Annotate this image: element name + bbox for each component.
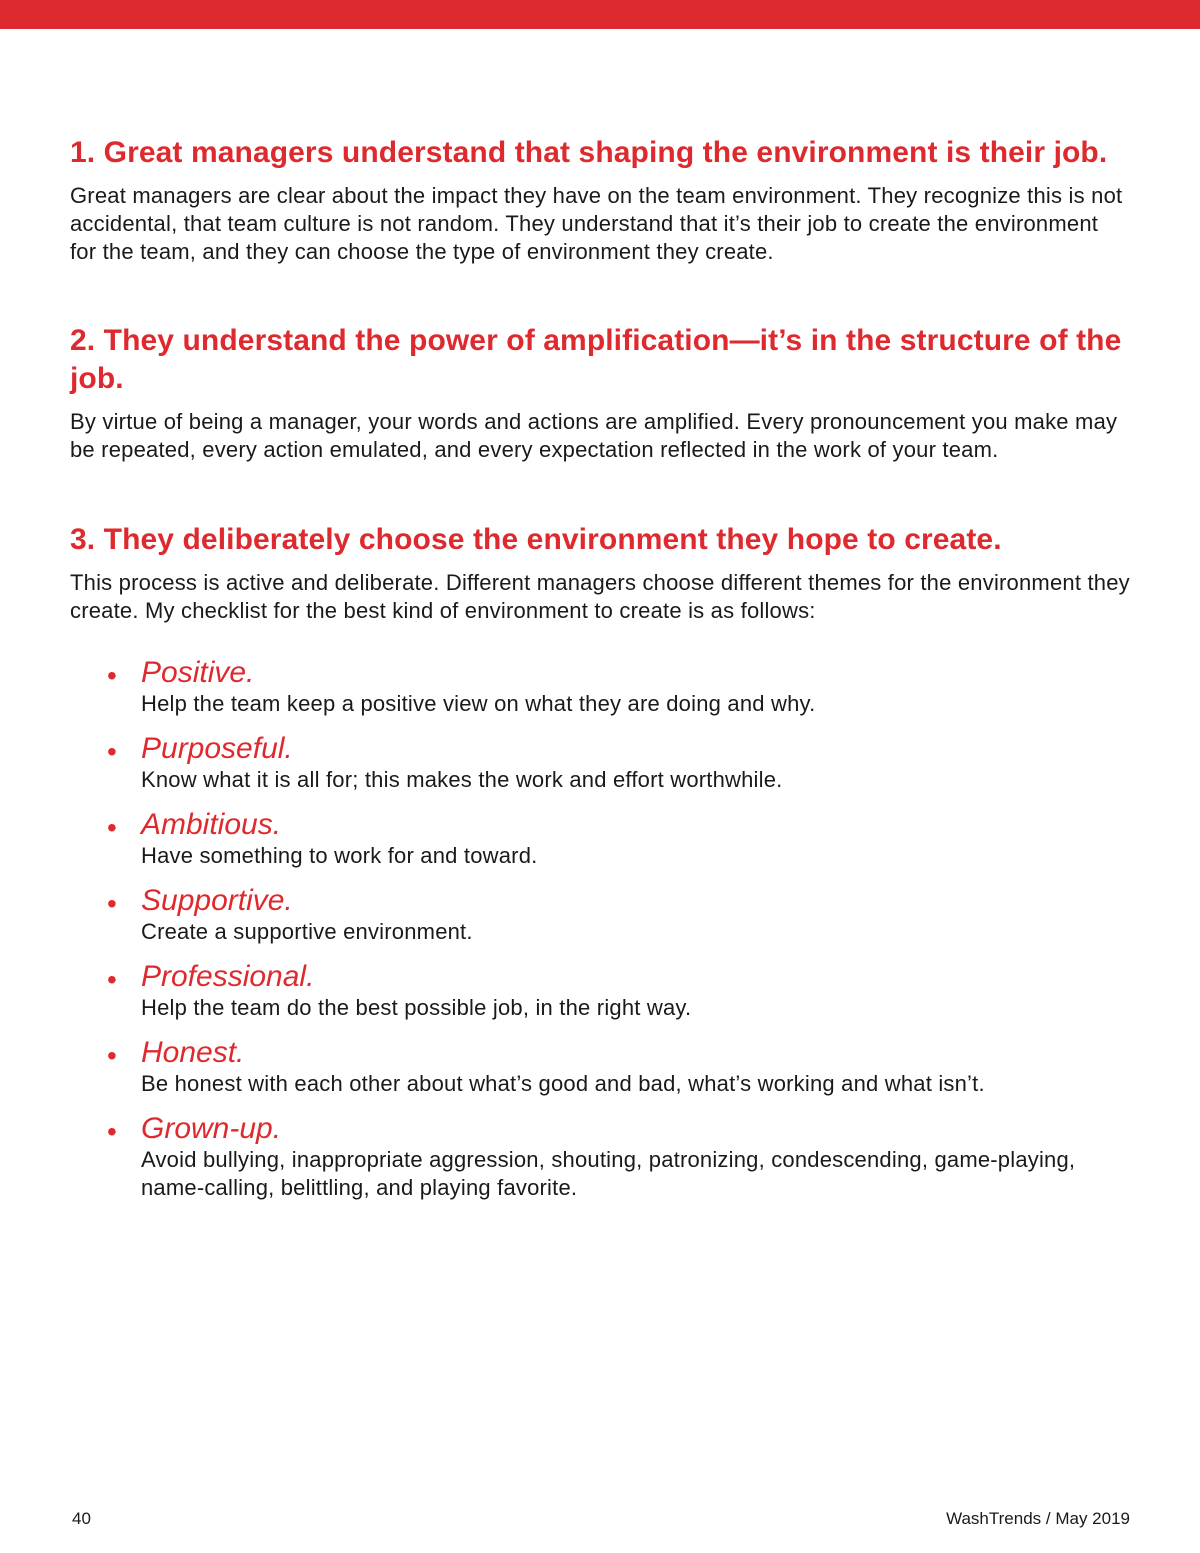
checklist-item-description: Help the team keep a positive view on what they are doing and why. <box>141 691 816 716</box>
section-heading: 3. They deliberately choose the environment they hope to create. <box>70 523 1002 556</box>
checklist-item-title: Purposeful. <box>141 732 293 765</box>
bullet-icon: • <box>107 888 117 919</box>
bullet-icon: • <box>107 660 117 691</box>
checklist-item-description: Help the team do the best possible job, in the right way. <box>141 995 692 1020</box>
checklist-item-supportive <box>107 884 1130 946</box>
checklist-item-positive <box>107 656 1130 718</box>
section-body: This process is active and deliberate. Different managers choose different themes for the environment they create. My checklist for the best kind of environment to create is as follows: <box>70 570 1130 623</box>
bullet-icon: • <box>107 812 117 843</box>
section-2 <box>70 322 1130 464</box>
section-heading: 2. They understand the power of amplification—it’s in the structure of the job. <box>70 324 1122 395</box>
environment-checklist <box>70 656 1130 1202</box>
bullet-icon: • <box>107 1116 117 1147</box>
section-1 <box>70 134 1130 266</box>
section-heading: 1. Great managers understand that shaping the environment is their job. <box>70 136 1108 169</box>
checklist-item-purposeful <box>107 732 1130 794</box>
checklist-item-ambitious <box>107 808 1130 870</box>
section-3 <box>70 521 1130 1202</box>
checklist-item-title: Grown-up. <box>141 1112 282 1145</box>
publication-footer: WashTrends / May 2019 <box>946 1509 1130 1528</box>
bullet-icon: • <box>107 964 117 995</box>
section-body: By virtue of being a manager, your words and actions are amplified. Every pronouncement you make may be repeated, every action emulated, and every expectation reflected in the work of your team. <box>70 409 1118 462</box>
bullet-icon: • <box>107 736 117 767</box>
checklist-item-description: Know what it is all for; this makes the work and effort worthwhile. <box>141 767 783 792</box>
checklist-item-title: Supportive. <box>141 884 293 917</box>
checklist-item-professional <box>107 960 1130 1022</box>
checklist-item-title: Positive. <box>141 656 255 689</box>
checklist-item-description: Create a supportive environment. <box>141 919 473 944</box>
checklist-item-title: Professional. <box>141 960 315 993</box>
checklist-item-title: Honest. <box>141 1036 245 1069</box>
checklist-item-description: Be honest with each other about what’s good and bad, what’s working and what isn’t. <box>141 1071 985 1096</box>
section-body: Great managers are clear about the impact they have on the team environment. They recognize this is not accidental, that team culture is not random. They understand that it’s their job to create the environment for the team, and they can choose the type of environment they create. <box>70 183 1123 264</box>
checklist-item-description: Avoid bullying, inappropriate aggression, shouting, patronizing, condescending, game-playing, name-calling, belittling, and playing favorite. <box>141 1147 1076 1200</box>
checklist-item-description: Have something to work for and toward. <box>141 843 538 868</box>
checklist-item-honest <box>107 1036 1130 1098</box>
page-number: 40 <box>72 1509 91 1528</box>
checklist-item-grown-up <box>107 1112 1130 1202</box>
bullet-icon: • <box>107 1040 117 1071</box>
top-accent-bar <box>0 0 1200 29</box>
checklist-item-title: Ambitious. <box>141 808 282 841</box>
article-content <box>70 134 1130 1216</box>
